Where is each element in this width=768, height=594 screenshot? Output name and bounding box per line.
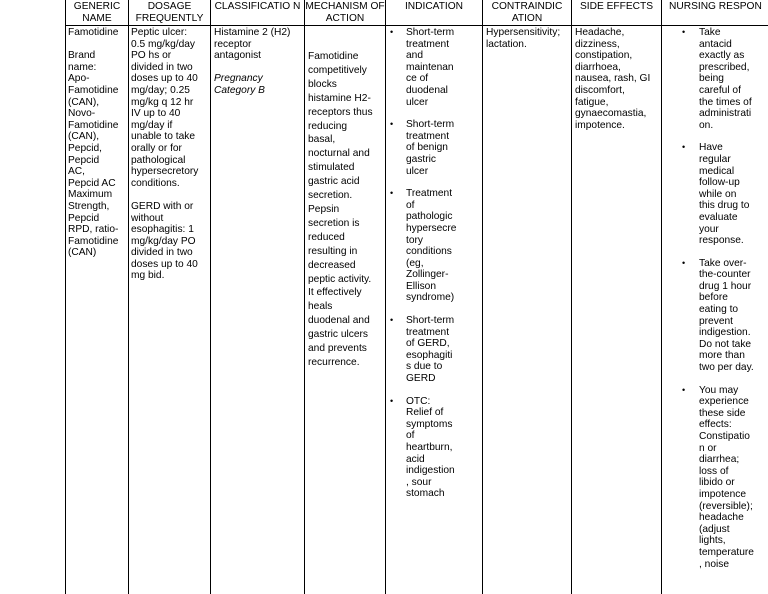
- contraindication-cell: [486, 27, 571, 50]
- dosage-line: esophagitis: 1: [131, 224, 194, 236]
- bullet-icon: •: [390, 27, 394, 37]
- bullet-line: Treatment: [406, 188, 453, 200]
- mechanism-line: histamine H2-: [308, 92, 371, 104]
- mechanism-line: Famotidine: [308, 51, 359, 62]
- bullet-line: prescribed,: [699, 61, 750, 73]
- brand-name-line: Famotidine: [68, 235, 119, 247]
- dosage-line: orally or for: [131, 142, 182, 154]
- bullet-line: ce of: [406, 73, 429, 85]
- column-divider: [385, 0, 386, 594]
- side-effect-line: dizziness,: [575, 38, 620, 50]
- dosage-line: Peptic ulcer:: [131, 27, 188, 38]
- header-generic-name: GENERIC NAME: [73, 1, 121, 24]
- bullet-line: Have: [699, 142, 723, 154]
- bullet-line: Take: [699, 27, 721, 38]
- bullet-line: while on: [699, 188, 737, 200]
- dosage-line: divided in two: [131, 247, 193, 259]
- mechanism-line: peptic activity.: [308, 273, 372, 285]
- bullet-line: of benign: [406, 142, 448, 154]
- dosage-line: mg/kg q 12 hr: [131, 96, 194, 108]
- indication-item: [390, 315, 482, 385]
- brand-name-line: (CAN): [68, 247, 97, 259]
- indication-item: [390, 27, 482, 108]
- mechanism-line: reducing: [308, 120, 348, 132]
- bullet-line: treatment: [406, 130, 450, 142]
- bullet-line: Constipatio: [699, 431, 750, 442]
- bullet-line: administrati: [699, 108, 752, 120]
- brand-name-line: (CAN),: [68, 96, 100, 108]
- column-divider: [661, 0, 662, 594]
- mechanism-cell: [308, 50, 385, 370]
- bullet-line: impotence: [699, 488, 747, 500]
- nursing-list: [682, 27, 768, 570]
- brand-names: [68, 50, 128, 259]
- brand-name-line: Famotidine: [68, 84, 119, 96]
- dosage-line: mg/kg/day PO: [131, 235, 196, 247]
- indication-cell: [390, 27, 482, 511]
- bullet-line: of: [406, 199, 415, 211]
- mechanism-line: gastric ulcers: [308, 329, 369, 341]
- bullet-icon: •: [390, 188, 394, 199]
- dosage-line: doses up to 40: [131, 73, 198, 85]
- bullet-line: libido or: [699, 477, 735, 489]
- bullet-line: diarrhea;: [699, 454, 740, 466]
- contraindication-line: Hypersensitivity;: [486, 27, 561, 38]
- mechanism-line: duodenal and: [308, 315, 370, 327]
- side-effect-line: impotence.: [575, 119, 625, 131]
- side-effect-line: gynaecomastia,: [575, 108, 647, 120]
- bullet-line: antacid: [699, 38, 732, 50]
- bullet-line: regular: [699, 153, 731, 165]
- dosage-line: IV up to 40: [131, 108, 181, 120]
- dosage-line: unable to take: [131, 131, 196, 143]
- header-indication: INDICATION: [404, 1, 464, 12]
- classification-cell: [214, 27, 304, 97]
- bullet-line: (adjust: [699, 523, 730, 535]
- bullet-line: , sour: [406, 476, 432, 488]
- mechanism-line: secretion.: [308, 190, 353, 202]
- mechanism-line: heals: [308, 301, 333, 313]
- mechanism-line: receptors thus: [308, 106, 373, 118]
- bullet-line: s due to: [406, 361, 443, 373]
- bullet-line: Take over-: [699, 257, 747, 269]
- dosage-line: mg bid.: [131, 270, 165, 282]
- dosage-line: mg/day; 0.25: [131, 84, 190, 96]
- bullet-line: medical: [699, 165, 735, 177]
- bullet-line: eating to: [699, 304, 739, 316]
- nursing-cell: [682, 27, 768, 581]
- bullet-line: stomach: [406, 488, 445, 500]
- side-effects-cell: [575, 27, 661, 131]
- bullet-line: careful of: [699, 84, 741, 96]
- mechanism-line: It effectively: [308, 287, 362, 299]
- indication-item: [390, 119, 482, 177]
- classification-text: [214, 27, 304, 62]
- column-divider: [571, 0, 572, 594]
- indication-item: [390, 395, 482, 500]
- mechanism-line: stimulated: [308, 162, 355, 174]
- bullet-line: evaluate: [699, 211, 738, 223]
- side-effect-line: discomfort,: [575, 84, 625, 96]
- mechanism-line: nocturnal and: [308, 148, 370, 160]
- mechanism-line: Pepsin: [308, 203, 340, 215]
- bullet-line: duodenal: [406, 84, 448, 96]
- bullet-line: your: [699, 223, 719, 235]
- bullet-line: GERD: [406, 373, 436, 385]
- bullet-line: heartburn,: [406, 442, 453, 453]
- contraindication-text: [486, 27, 571, 50]
- bullet-line: conditions: [406, 246, 452, 258]
- bullet-line: two per day.: [699, 362, 754, 374]
- nursing-item: [682, 142, 768, 247]
- bullet-icon: •: [682, 257, 686, 268]
- bullet-line: experience: [699, 396, 749, 408]
- contraindication-line: lactation.: [486, 38, 527, 50]
- column-divider: [210, 0, 211, 594]
- bullet-line: You may: [699, 384, 739, 396]
- bullet-line: Short-term: [406, 27, 455, 38]
- bullet-line: OTC:: [406, 395, 431, 407]
- brand-name-line: Pepcid AC: [68, 177, 116, 189]
- bullet-line: indigestion.: [699, 327, 751, 339]
- mechanism-line: secretion is: [308, 217, 360, 229]
- bullet-line: esophagiti: [406, 349, 453, 361]
- header-contraindication: CONTRAINDIC ATION: [491, 1, 563, 24]
- bullet-line: on.: [699, 119, 714, 131]
- dosage-line: divided in two: [131, 61, 193, 73]
- bullet-line: Short-term: [406, 315, 455, 327]
- side-effect-line: fatigue,: [575, 96, 609, 108]
- header-side-effects: SIDE EFFECTS: [579, 1, 654, 12]
- indication-list: [390, 27, 482, 500]
- bullet-line: hypersecre: [406, 222, 457, 234]
- bullet-line: Short-term: [406, 119, 455, 131]
- bullet-line: lights,: [699, 535, 726, 547]
- mechanism-line: recurrence.: [308, 356, 360, 368]
- bullet-line: ulcer: [406, 165, 429, 177]
- side-effect-line: Headache,: [575, 27, 625, 38]
- brand-name-line: Famotidine: [68, 119, 119, 131]
- bullet-line: drug 1 hour: [699, 280, 752, 292]
- nursing-item: [682, 27, 768, 131]
- bullet-line: n or: [699, 442, 717, 454]
- brand-name-line: Apo-: [68, 73, 90, 85]
- header-dosage: DOSAGE FREQUENTLY: [135, 1, 204, 24]
- bullet-icon: •: [682, 142, 686, 153]
- brand-name-line: AC,: [68, 166, 85, 178]
- dosage-line: pathological: [131, 154, 186, 166]
- bullet-line: Relief of: [406, 407, 444, 419]
- brand-name-line: RPD, ratio-: [68, 224, 119, 236]
- classification-line: receptor: [214, 38, 252, 50]
- nursing-item: [682, 257, 768, 374]
- dosage-line: mg/day if: [131, 119, 173, 131]
- bullet-line: Zollinger-: [406, 269, 449, 281]
- bullet-line: and: [406, 50, 423, 62]
- brand-name-line: name:: [68, 61, 97, 73]
- brand-name-line: Pepcid: [68, 154, 100, 166]
- bullet-icon: •: [682, 384, 686, 395]
- header-mechanism: MECHANISM OF ACTION: [305, 1, 385, 24]
- bullet-line: effects:: [699, 419, 732, 431]
- brand-name-line: Pepcid,: [68, 142, 102, 154]
- brand-name-line: Pepcid: [68, 212, 100, 224]
- bullet-line: this drug to: [699, 200, 750, 212]
- mechanism-line: resulting in: [308, 245, 358, 257]
- bullet-line: Do not take: [699, 338, 752, 350]
- bullet-icon: •: [390, 119, 394, 130]
- bullet-line: response.: [699, 235, 744, 247]
- bullet-line: these side: [699, 407, 746, 419]
- dosage-line: PO hs or: [131, 50, 172, 62]
- bullet-line: temperature: [699, 546, 754, 558]
- dosage-line: GERD with or: [131, 200, 194, 212]
- bullet-line: (reversible);: [699, 500, 753, 512]
- bullet-line: of GERD,: [406, 338, 450, 350]
- bullet-icon: •: [682, 27, 686, 37]
- header-divider: [65, 25, 768, 26]
- mechanism-line: basal,: [308, 134, 336, 146]
- bullet-line: ulcer: [406, 96, 429, 108]
- drug-name: Famotidine: [68, 27, 119, 38]
- side-effect-line: constipation,: [575, 50, 633, 62]
- bullet-line: maintenan: [406, 61, 454, 73]
- brand-name-line: (CAN),: [68, 131, 100, 143]
- mechanism-text: [308, 50, 385, 370]
- header-classification: CLASSIFICATIO N: [214, 1, 301, 12]
- mechanism-line: decreased: [308, 259, 356, 271]
- bullet-line: prevent: [699, 315, 733, 327]
- bullet-icon: •: [390, 315, 394, 326]
- side-effect-line: nausea, rash, GI: [575, 73, 651, 85]
- bullet-line: the times of: [699, 96, 752, 108]
- bullet-line: Ellison: [406, 280, 437, 292]
- bullet-line: treatment: [406, 38, 450, 50]
- indication-item: [390, 188, 482, 304]
- brand-name-line: Brand: [68, 50, 96, 62]
- brand-name-line: Novo-: [68, 108, 96, 120]
- bullet-line: syndrome): [406, 292, 455, 304]
- category-line: Pregnancy: [214, 73, 263, 85]
- bullet-line: , noise: [699, 558, 730, 570]
- dosage-line: doses up to 40: [131, 258, 198, 270]
- dosage-gerd: [131, 201, 210, 282]
- brand-name-line: Strength,: [68, 200, 110, 212]
- bullet-line: treatment: [406, 326, 450, 338]
- dosage-cell: [131, 27, 210, 282]
- bullet-line: the-counter: [699, 269, 751, 281]
- dosage-line: without: [131, 212, 164, 224]
- side-effect-line: diarrhoea,: [575, 61, 621, 73]
- classification-line: antagonist: [214, 50, 262, 62]
- category-line: Category B: [214, 84, 265, 96]
- dosage-line: 0.5 mg/kg/day: [131, 38, 195, 50]
- classification-line: Histamine 2 (H2): [214, 27, 291, 38]
- mechanism-line: reduced: [308, 231, 345, 243]
- bullet-line: indigestion: [406, 465, 455, 477]
- generic-name-cell: [68, 27, 128, 259]
- side-effects-text: [575, 27, 661, 131]
- dosage-line: conditions.: [131, 177, 180, 189]
- bullet-line: of: [406, 430, 415, 442]
- pregnancy-category: [214, 73, 304, 96]
- nursing-item: [682, 384, 768, 571]
- mechanism-line: and prevents: [308, 343, 367, 355]
- mechanism-line: gastric acid: [308, 176, 360, 188]
- column-divider: [128, 0, 129, 594]
- column-divider: [304, 0, 305, 594]
- bullet-line: tory: [406, 234, 423, 246]
- bullet-line: before: [699, 292, 728, 304]
- brand-name-line: Maximum: [68, 189, 113, 201]
- bullet-line: more than: [699, 350, 745, 362]
- bullet-line: headache: [699, 512, 744, 524]
- bullet-line: exactly as: [699, 50, 745, 62]
- column-divider: [65, 0, 66, 594]
- bullet-line: (eg,: [406, 257, 424, 269]
- mechanism-line: blocks: [308, 78, 337, 90]
- bullet-line: symptoms: [406, 418, 453, 430]
- bullet-line: loss of: [699, 465, 729, 477]
- bullet-icon: •: [390, 395, 394, 406]
- column-divider: [482, 0, 483, 594]
- bullet-line: gastric: [406, 153, 437, 165]
- dosage-line: hypersecretory: [131, 166, 199, 178]
- bullet-line: follow-up: [699, 177, 740, 189]
- bullet-line: acid: [406, 453, 425, 465]
- mechanism-line: competitively: [308, 64, 367, 76]
- dosage-peptic-ulcer: [131, 27, 210, 189]
- bullet-line: pathologic: [406, 211, 453, 223]
- bullet-line: being: [699, 73, 724, 85]
- header-nursing: NURSING RESPON: [669, 1, 762, 12]
